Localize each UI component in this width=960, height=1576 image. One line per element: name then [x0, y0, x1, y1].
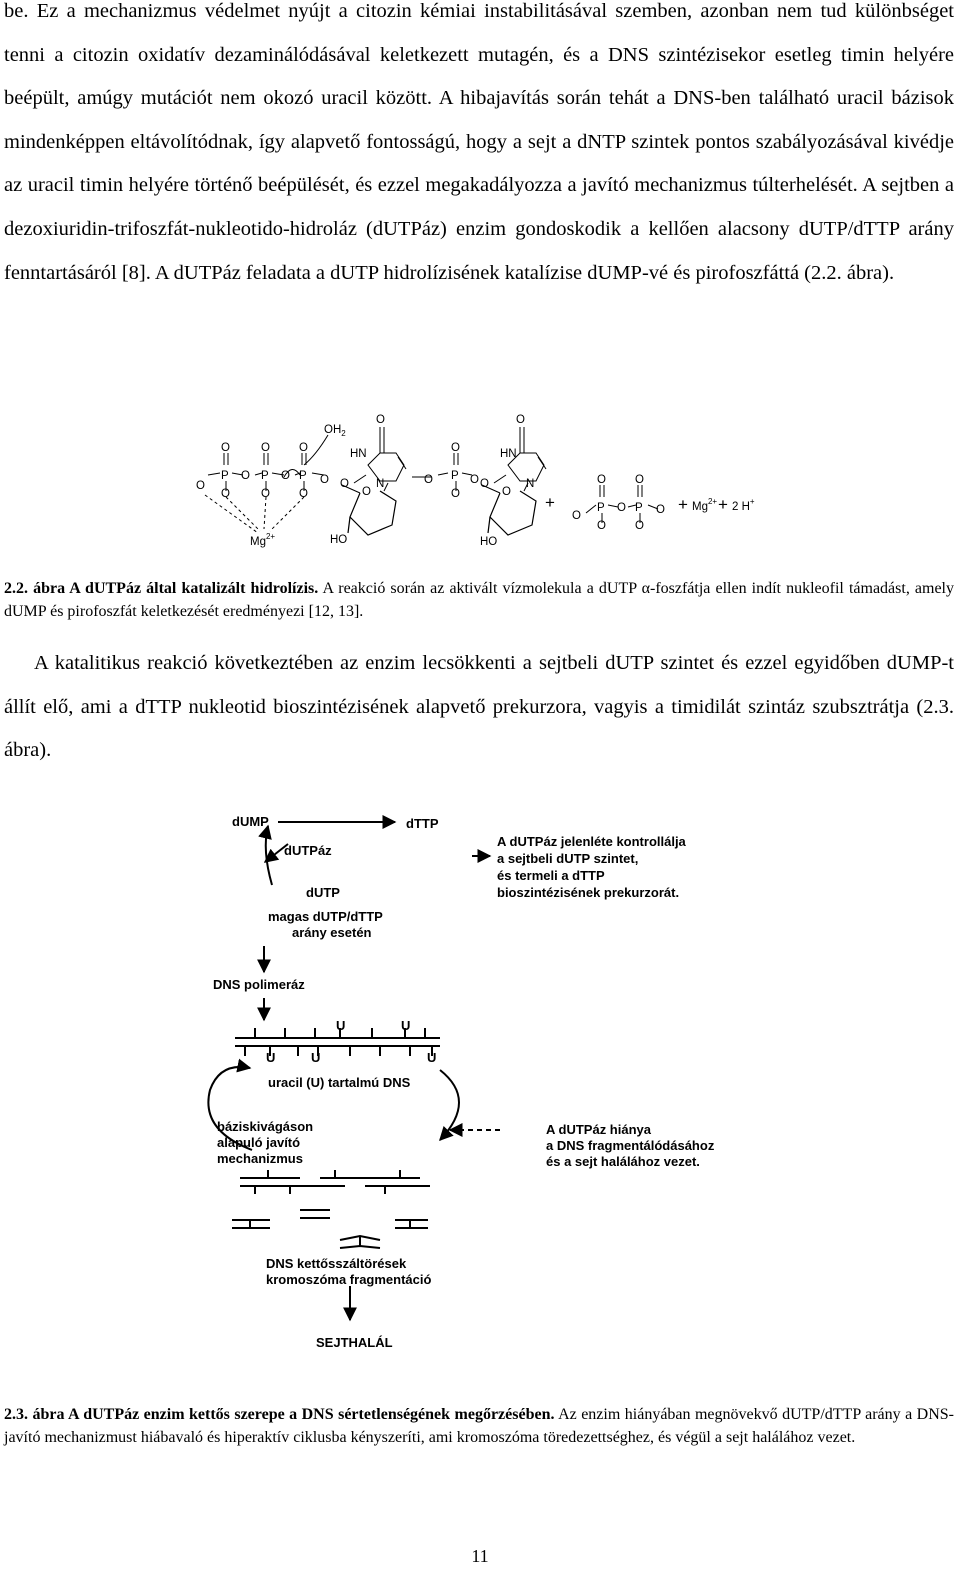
- uracil-mark: U: [401, 1018, 411, 1033]
- right-note-line: és a sejt halálához vezet.: [546, 1154, 700, 1169]
- label-dns-polimeraz: DNS polimeráz: [213, 977, 305, 992]
- figure-hydrolysis-reaction: [0, 405, 960, 555]
- atom-o: O: [320, 474, 329, 486]
- label-arany-eseten: arány esetén: [292, 925, 372, 940]
- right-note-line: és termeli a dTTP: [497, 868, 605, 883]
- atom-hn: HN: [500, 448, 517, 460]
- right-note-line: A dUTPáz jelenléte kontrollálja: [497, 834, 686, 849]
- plus-sign: +: [678, 495, 688, 514]
- atom-n: N: [526, 478, 535, 490]
- atom-o: O: [572, 510, 581, 522]
- label-dutp: dUTP: [306, 885, 340, 900]
- atom-o: O: [470, 474, 479, 486]
- atom-hn: HN: [350, 448, 367, 460]
- atom-o: O: [502, 486, 511, 498]
- atom-n: N: [376, 478, 385, 490]
- uracil-mark: U: [336, 1018, 346, 1033]
- atom-o: O: [261, 488, 270, 500]
- repair-label-line: alapuló javító: [217, 1135, 301, 1150]
- atom-o: O: [241, 470, 250, 482]
- uracil-mark: U: [266, 1050, 276, 1065]
- figure-caption-2-3: [4, 1404, 954, 1449]
- label-chromosome-fragmentation: kromoszóma fragmentáció: [266, 1272, 432, 1287]
- atom-o: O: [617, 502, 626, 514]
- magnesium-ion: $Mg^{2+}$: [692, 497, 718, 513]
- label-dttp: dTTP: [406, 816, 439, 831]
- figure-caption-2-2: [4, 578, 954, 623]
- atom-o: O: [221, 442, 230, 454]
- atom-o: O: [635, 474, 644, 486]
- atom-p: P: [635, 502, 643, 514]
- atom-o: O: [451, 488, 460, 500]
- plus-sign: +: [545, 493, 555, 512]
- proton-label: 2 H+: [732, 497, 755, 513]
- right-note-line: A dUTPáz hiánya: [546, 1122, 651, 1137]
- atom-o: O: [340, 478, 349, 490]
- caption-label: 2.3. ábra A dUTPáz enzim kettős szerepe a DNS sértetlenségének megőrzésében.: [4, 1406, 555, 1423]
- paragraph-catalytic-reaction: A katalitikus reakció következtében az enzim lecsökkenti a sejtbeli dUTP szintet és ezzel egyidőben dUMP-t állít elő, ami a dTTP nukleotid bioszintézisének alapvető prekurzora, vagyis a timidilát szintáz szubsztrátja (2.3. ábra).: [4, 652, 954, 762]
- figure-dual-role-diagram: [0, 800, 960, 1360]
- water-label: $OH_2$: [324, 424, 346, 438]
- caption-text: Az enzim hiányában megnövekvő dUTP/dTTP arány a DNS-javító mechanizmust hiábavaló és hiperaktív ciklusba kényszeríti, ami kromoszóma töredezettséghez, és végül a sejt halálához vezet.: [4, 1406, 954, 1446]
- right-note-line: bioszintézisének prekurzorát.: [497, 885, 680, 900]
- atom-ho: HO: [330, 534, 348, 546]
- repair-label-line: mechanizmus: [217, 1151, 303, 1166]
- atom-o: O: [597, 520, 606, 532]
- right-note-line: a DNS fragmentálódásához: [546, 1138, 715, 1153]
- atom-o: O: [424, 474, 433, 486]
- atom-o: O: [656, 504, 665, 516]
- label-dump: dUMP: [232, 814, 269, 829]
- atom-o: O: [196, 480, 205, 492]
- label-sejthalal: SEJTHALÁL: [316, 1335, 393, 1350]
- caption-label: 2.2. ábra A dUTPáz által katalizált hidrolízis.: [4, 580, 319, 597]
- atom-p: P: [221, 470, 229, 482]
- atom-p: P: [597, 502, 605, 514]
- atom-p: P: [299, 470, 307, 482]
- label-uracil-dna: uracil (U) tartalmú DNS: [268, 1075, 411, 1090]
- caption-text: A reakció során az aktivált vízmolekula a dUTP α-foszfátja ellen indít nukleofil támadást, amely dUMP és pirofoszfát keletkezését eredményezi [12, 13].: [4, 580, 954, 620]
- atom-p: P: [451, 470, 459, 482]
- atom-ho: HO: [480, 536, 498, 548]
- atom-p: P: [261, 470, 269, 482]
- label-magas-ratio: magas dUTP/dTTP: [268, 909, 383, 924]
- uracil-mark: U: [311, 1050, 321, 1065]
- atom-o: O: [281, 470, 290, 482]
- label-double-strand-breaks: DNS kettősszáltörések: [266, 1256, 407, 1271]
- atom-o: O: [480, 478, 489, 490]
- atom-o: O: [516, 414, 525, 426]
- plus-sign: +: [718, 495, 728, 514]
- atom-o: O: [597, 474, 606, 486]
- atom-o: O: [299, 488, 308, 500]
- atom-o: O: [221, 488, 230, 500]
- paragraph-dutpase-intro: be. Ez a mechanizmus védelmet nyújt a citozin kémiai instabilitásával szemben, azonban nem tud különbséget tenni a citozin oxidatív dezaminálódásával keletkezett mutagén, és a DNS szintézisekor esetleg timin helyére beépült, amúgy mutációt nem okozó uracil között. A hibajavítás során tehát a DNS-ben található uracil bázisok mindenképpen eltávolítódnak, így alapvető fontosságú, hogy a sejt a dNTP szintek pontos szabályozásával kivédje az uracil timin helyére történő beépülését, és ezzel megakadályozza a javító mechanizmus túlterhelését. A sejtben a dezoxiuridin-trifoszfát-nukleotido-hidroláz (dUTPáz) enzim gondoskodik a kellően alacsony dUTP/dTTP arány fenntartásáról [8]. A dUTPáz feladata a dUTP hidrolízisének katalízise dUMP-vé és pirofoszfáttá (2.2. ábra).: [4, 0, 954, 284]
- atom-o: O: [299, 442, 308, 454]
- magnesium-ion: $Mg^{2+}$: [250, 532, 276, 548]
- atom-o: O: [261, 442, 270, 454]
- label-dutpaz: dUTPáz: [284, 843, 332, 858]
- atom-o: O: [635, 520, 644, 532]
- page-number: 11: [471, 1546, 489, 1566]
- repair-label-line: báziskivágáson: [217, 1119, 314, 1134]
- uracil-mark: U: [427, 1050, 437, 1065]
- atom-o: O: [362, 486, 371, 498]
- right-note-line: a sejtbeli dUTP szintet,: [497, 851, 639, 866]
- atom-o: O: [451, 442, 460, 454]
- atom-o: O: [376, 414, 385, 426]
